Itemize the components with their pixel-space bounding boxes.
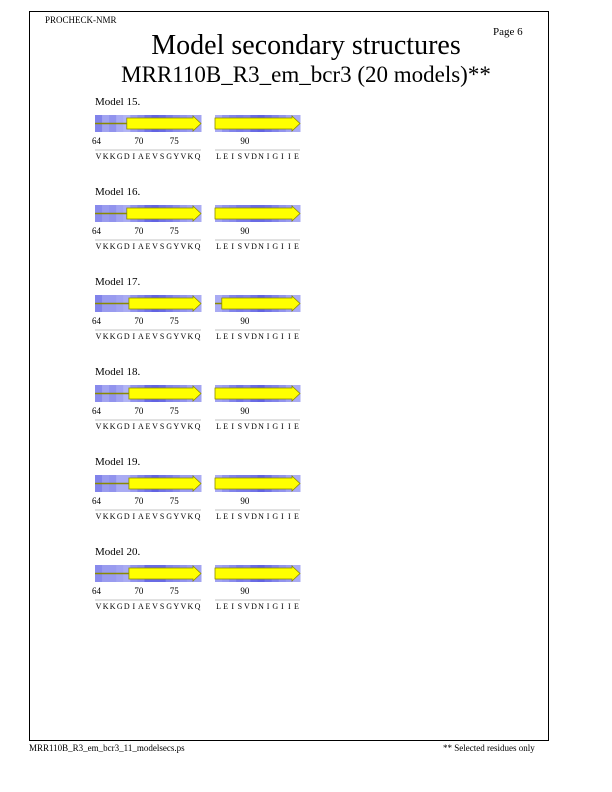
segment2-residue: D <box>251 242 257 251</box>
segment2-residue: N <box>258 602 264 611</box>
segment2-residue: I <box>288 242 291 251</box>
segment1-tick-label: 75 <box>169 586 179 596</box>
segment2-residue: I <box>266 242 270 251</box>
segment2-residue: V <box>243 512 250 521</box>
segment1-residue: G <box>166 152 173 161</box>
segment1-tick-label: 75 <box>169 226 179 236</box>
segment1-residue: I <box>132 242 136 251</box>
segment2-residue: G <box>272 422 279 431</box>
segment1-residue: E <box>145 602 151 611</box>
segment1-residue: K <box>102 152 109 161</box>
segment2-residue: I <box>266 152 270 161</box>
model-label: Model 15. <box>95 96 141 108</box>
segment2-residue: L <box>216 242 221 251</box>
segment1-residue: S <box>159 332 165 341</box>
segment2-residue: G <box>272 242 279 251</box>
segment1-residue: V <box>152 242 158 251</box>
segment2-residue: N <box>258 512 264 521</box>
segment1-residue: G <box>116 332 123 341</box>
segment2-strand-arrow <box>222 296 300 311</box>
segment1-residue: V <box>95 152 102 161</box>
segment1-residue: V <box>95 422 102 431</box>
segment2-residue: G <box>272 152 279 161</box>
segment1-residue: G <box>166 602 173 611</box>
segment1-tick-label: 70 <box>134 586 144 596</box>
segment2-residue: G <box>272 332 279 341</box>
segment2-residue: E <box>223 332 229 341</box>
segment1-residue: V <box>152 332 158 341</box>
segment2-residue: E <box>294 242 299 251</box>
segment1-residue: S <box>159 152 165 161</box>
model-label: Model 19. <box>95 456 141 468</box>
segment2-tick-label: 90 <box>240 496 250 506</box>
segment2-residue: I <box>280 512 284 521</box>
segment1-residue: G <box>166 512 173 521</box>
segment1-tick-label: 64 <box>92 316 101 326</box>
segment2-residue: I <box>231 602 235 611</box>
segment2-residue: I <box>280 152 284 161</box>
segment2-strand-arrow <box>215 206 300 221</box>
model-label: Model 18. <box>95 366 141 378</box>
segment1-strand-arrow <box>127 116 201 131</box>
segment2-residue: G <box>272 602 279 611</box>
segment1-residue: I <box>132 152 136 161</box>
segment1-tick-label: 64 <box>92 496 101 506</box>
segment1-residue: V <box>95 602 102 611</box>
segment1-strand-arrow <box>129 386 201 401</box>
segment1-tick-label: 70 <box>134 406 144 416</box>
segment2-residue: E <box>294 332 299 341</box>
segment2-residue: S <box>237 242 243 251</box>
segment2-residue: I <box>280 242 284 251</box>
segment1-residue: V <box>152 422 158 431</box>
segment2-strand-arrow <box>215 116 300 131</box>
segment2-residue: I <box>280 422 284 431</box>
segment2-residue: N <box>258 422 264 431</box>
model-block <box>92 456 325 541</box>
segment1-residue: K <box>109 332 116 341</box>
segment1-residue: D <box>123 152 130 161</box>
segment1-residue: D <box>123 422 130 431</box>
segment1-residue: D <box>123 602 130 611</box>
footer-note: ** Selected residues only <box>443 743 535 753</box>
segment1-residue: V <box>152 512 158 521</box>
segment2-strand-arrow <box>215 476 300 491</box>
segment1-residue: A <box>138 332 144 341</box>
segment1-residue: I <box>132 602 136 611</box>
segment1-residue: Q <box>194 152 201 161</box>
segment1-residue: E <box>145 422 151 431</box>
segment2-residue: I <box>266 332 270 341</box>
segment2-residue: S <box>237 512 243 521</box>
segment2-residue: V <box>243 422 250 431</box>
segment1-residue: I <box>132 422 136 431</box>
segment1-residue: E <box>145 242 151 251</box>
segment2-residue: S <box>237 422 243 431</box>
segment2-residue: S <box>237 602 243 611</box>
model-block <box>92 96 325 181</box>
secondary-structure-plot <box>92 291 325 361</box>
segment1-residue: K <box>102 242 109 251</box>
segment2-strand-arrow <box>215 386 300 401</box>
segment1-residue: Q <box>194 512 201 521</box>
segment1-residue: G <box>116 242 123 251</box>
segment1-tick-label: 70 <box>134 316 144 326</box>
model-block <box>92 546 325 631</box>
segment2-tick-label: 90 <box>240 586 250 596</box>
model-block <box>92 366 325 451</box>
segment1-tick-label: 75 <box>169 316 179 326</box>
segment1-residue: Q <box>194 602 201 611</box>
segment2-residue: D <box>251 152 257 161</box>
page-title-text: Model secondary structures <box>151 30 461 61</box>
segment1-residue: A <box>138 152 144 161</box>
page-number: Page 6 <box>493 26 523 38</box>
segment2-residue: I <box>231 242 235 251</box>
segment2-residue: D <box>251 332 257 341</box>
segment1-residue: K <box>109 512 116 521</box>
segment2-residue: D <box>251 512 257 521</box>
segment1-residue: K <box>187 152 194 161</box>
segment2-residue: V <box>243 242 250 251</box>
secondary-structure-plot <box>92 381 325 451</box>
segment2-residue: S <box>237 332 243 341</box>
segment1-tick-label: 64 <box>92 406 101 416</box>
segment1-residue: V <box>180 332 187 341</box>
segment1-residue: D <box>123 512 130 521</box>
segment1-strand-arrow <box>129 296 201 311</box>
segment1-residue: K <box>187 242 194 251</box>
segment1-residue: Q <box>194 332 201 341</box>
segment1-residue: K <box>109 602 116 611</box>
segment2-tick-label: 90 <box>240 406 250 416</box>
segment2-residue: E <box>223 512 229 521</box>
segment2-residue: I <box>231 332 235 341</box>
segment1-tick-label: 64 <box>92 136 101 146</box>
segment2-residue: I <box>266 422 270 431</box>
segment1-residue: Q <box>194 242 201 251</box>
segment1-residue: V <box>180 152 187 161</box>
segment1-residue: V <box>95 242 102 251</box>
segment1-residue: E <box>145 152 151 161</box>
segment1-strand-arrow <box>129 476 201 491</box>
segment1-residue: V <box>95 512 102 521</box>
model-label: Model 17. <box>95 276 141 288</box>
segment2-residue: I <box>288 512 291 521</box>
segment1-residue: D <box>123 242 130 251</box>
segment1-residue: K <box>109 422 116 431</box>
segment1-residue: V <box>180 242 187 251</box>
segment2-residue: E <box>223 152 229 161</box>
segment2-residue: E <box>294 512 299 521</box>
segment2-residue: L <box>216 512 221 521</box>
segment1-tick-label: 75 <box>169 496 179 506</box>
segment2-residue: D <box>251 422 257 431</box>
segment1-residue: V <box>152 152 158 161</box>
segment1-residue: S <box>159 602 165 611</box>
segment1-residue: V <box>180 512 187 521</box>
segment1-residue: Y <box>173 332 180 341</box>
segment1-tick-label: 64 <box>92 226 101 236</box>
segment1-strand-arrow <box>129 566 201 581</box>
segment1-residue: S <box>159 512 165 521</box>
segment1-tick-label: 70 <box>134 226 144 236</box>
segment1-residue: V <box>180 602 187 611</box>
segment1-residue: V <box>152 602 158 611</box>
segment1-residue: Y <box>173 152 180 161</box>
segment2-tick-label: 90 <box>240 226 250 236</box>
segment2-residue: E <box>294 602 299 611</box>
secondary-structure-plot <box>92 471 325 541</box>
segment2-residue: V <box>243 602 250 611</box>
segment1-tick-label: 75 <box>169 136 179 146</box>
segment2-residue: E <box>223 602 229 611</box>
segment2-residue: E <box>223 422 229 431</box>
secondary-structure-plot <box>92 561 325 631</box>
segment1-residue: S <box>159 422 165 431</box>
segment2-residue: I <box>280 602 284 611</box>
segment2-residue: N <box>258 332 264 341</box>
segment2-residue: I <box>231 422 235 431</box>
segment1-residue: E <box>145 332 151 341</box>
segment2-residue: L <box>216 332 221 341</box>
segment1-residue: D <box>123 332 130 341</box>
segment1-residue: A <box>138 512 144 521</box>
segment1-strand-arrow <box>127 206 201 221</box>
segment1-residue: Y <box>173 512 180 521</box>
segment1-residue: K <box>187 422 194 431</box>
segment2-residue: N <box>258 152 264 161</box>
segment2-residue: V <box>243 332 250 341</box>
segment1-residue: Q <box>194 422 201 431</box>
segment2-residue: L <box>216 422 221 431</box>
segment1-residue: A <box>138 242 144 251</box>
segment1-residue: K <box>102 602 109 611</box>
segment2-residue: E <box>294 152 299 161</box>
segment2-residue: I <box>288 332 291 341</box>
segment2-strand-arrow <box>215 566 300 581</box>
page-title <box>0 30 612 62</box>
segment2-residue: I <box>288 422 291 431</box>
segment1-residue: G <box>166 422 173 431</box>
segment2-residue: N <box>258 242 264 251</box>
segment2-residue: I <box>280 332 284 341</box>
segment1-residue: E <box>145 512 151 521</box>
segment1-residue: K <box>187 332 194 341</box>
segment1-residue: K <box>187 602 194 611</box>
segment2-residue: I <box>288 152 291 161</box>
program-name: PROCHECK-NMR <box>45 15 117 25</box>
segment2-residue: I <box>266 602 270 611</box>
segment2-residue: I <box>288 602 291 611</box>
segment2-tick-label: 90 <box>240 316 250 326</box>
segment2-residue: D <box>251 602 257 611</box>
segment2-residue: E <box>223 242 229 251</box>
segment2-residue: V <box>243 152 250 161</box>
segment2-residue: E <box>294 422 299 431</box>
segment1-residue: S <box>159 242 165 251</box>
segment2-residue: I <box>231 512 235 521</box>
segment2-residue: I <box>231 152 235 161</box>
model-block <box>92 186 325 271</box>
segment1-residue: K <box>102 422 109 431</box>
page-subtitle: MRR110B_R3_em_bcr3 (20 models)** <box>121 62 491 87</box>
segment1-tick-label: 70 <box>134 136 144 146</box>
footer-filename: MRR110B_R3_em_bcr3_11_modelsecs.ps <box>29 743 185 753</box>
model-label: Model 16. <box>95 186 141 198</box>
segment1-residue: G <box>166 242 173 251</box>
segment2-residue: S <box>237 152 243 161</box>
segment1-residue: Y <box>173 242 180 251</box>
segment1-residue: Y <box>173 422 180 431</box>
secondary-structure-plot <box>92 201 325 271</box>
segment1-residue: I <box>132 512 136 521</box>
model-block <box>92 276 325 361</box>
segment1-residue: K <box>102 512 109 521</box>
segment1-tick-label: 70 <box>134 496 144 506</box>
segment1-residue: G <box>116 422 123 431</box>
segment1-tick-label: 75 <box>169 406 179 416</box>
segment2-tick-label: 90 <box>240 136 250 146</box>
segment1-residue: G <box>116 602 123 611</box>
secondary-structure-plot <box>92 111 325 181</box>
segment1-residue: A <box>138 602 144 611</box>
segment1-residue: V <box>95 332 102 341</box>
segment1-residue: K <box>109 152 116 161</box>
segment1-residue: G <box>166 332 173 341</box>
model-label: Model 20. <box>95 546 141 558</box>
segment1-residue: V <box>180 422 187 431</box>
segment2-residue: L <box>216 152 221 161</box>
segment2-residue: I <box>266 512 270 521</box>
segment1-residue: I <box>132 332 136 341</box>
segment1-residue: K <box>109 242 116 251</box>
segment1-residue: G <box>116 152 123 161</box>
segment1-residue: K <box>187 512 194 521</box>
segment1-residue: G <box>116 512 123 521</box>
segment1-residue: A <box>138 422 144 431</box>
segment1-residue: K <box>102 332 109 341</box>
segment1-residue: Y <box>173 602 180 611</box>
segment2-residue: G <box>272 512 279 521</box>
segment1-tick-label: 64 <box>92 586 101 596</box>
segment2-residue: L <box>216 602 221 611</box>
